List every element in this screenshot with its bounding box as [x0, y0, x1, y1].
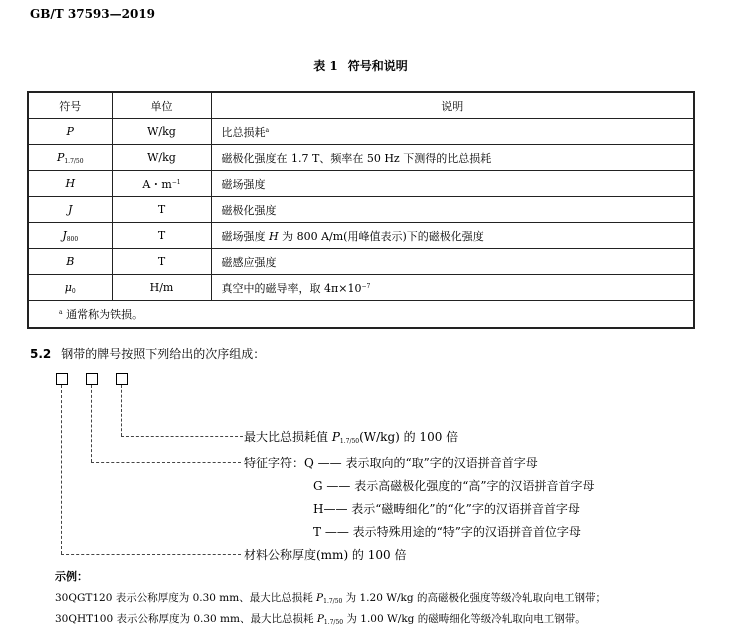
description-cell — [211, 249, 694, 275]
symbol-table — [27, 91, 695, 329]
unit-text: W/kg — [147, 125, 176, 138]
description-symbol: H — [269, 229, 279, 243]
symbol-cell — [28, 249, 112, 275]
diagram-line-char-h: H—— 表示“磁畴细化”的“化”字的汉语拼音首字母 — [313, 502, 580, 516]
unit-cell — [112, 275, 211, 301]
col-header-unit: 单位 — [112, 92, 211, 119]
section-heading — [30, 345, 265, 362]
table-row — [28, 275, 694, 301]
footnote-text: 通常称为铁损。 — [66, 308, 144, 321]
code-box-characteristic — [86, 373, 98, 385]
table-title — [0, 57, 731, 74]
diagram-line-loss-symbol: P — [331, 430, 340, 444]
example-1 — [55, 590, 606, 605]
description-cell — [211, 119, 694, 145]
code-box-thickness — [56, 373, 68, 385]
example-2 — [55, 611, 586, 626]
symbol-cell — [28, 223, 112, 249]
diagram-line-loss-text: 最大比总损耗值 — [244, 430, 332, 444]
symbol-cell — [28, 197, 112, 223]
description-text: 比总损耗 — [221, 125, 266, 139]
diagram-line-loss-suffix: (W/kg) 的 100 倍 — [359, 430, 459, 444]
example-1-suffix: 为 1.20 W/kg 的高磁极化强度等级冷轧取向电工钢带； — [342, 592, 606, 604]
example-1-subscript: 1.7/50 — [323, 598, 343, 605]
symbol-text: μ — [64, 280, 72, 294]
description-text: 真空中的磁导率，取 4π×10 — [221, 281, 362, 295]
symbol-text: P — [66, 124, 74, 138]
connector-loss-horizontal — [121, 436, 243, 437]
example-1-text: 30QGT120 表示公称厚度为 0.30 mm、最大比总损耗 — [55, 592, 317, 604]
unit-cell — [112, 197, 211, 223]
standard-number: GB/T 37593—2019 — [30, 7, 156, 21]
diagram-line-thickness: 材料公称厚度(mm) 的 100 倍 — [244, 548, 407, 562]
symbol-subscript: 1.7/50 — [64, 157, 84, 165]
diagram-line-char-q: 特征字符：Q —— 表示取向的“取”字的汉语拼音首字母 — [244, 456, 538, 470]
symbol-subscript: 0 — [71, 287, 76, 295]
description-text: 磁感应强度 — [221, 255, 277, 269]
connector-char-vertical — [91, 385, 92, 462]
diagram-line-char-g: G —— 表示高磁极化强度的“高”字的汉语拼音首字母 — [313, 479, 595, 493]
table-footnote-row — [28, 301, 694, 329]
symbol-cell — [28, 119, 112, 145]
footnote-mark: a — [59, 309, 63, 316]
unit-cell — [112, 223, 211, 249]
table-caption: 符号和说明 — [347, 59, 408, 73]
unit-cell — [112, 145, 211, 171]
description-superscript: a — [265, 126, 270, 134]
diagram-line-char-t: T —— 表示特殊用途的“特”字的汉语拼音首位字母 — [313, 525, 581, 539]
table-header-row — [28, 92, 694, 119]
unit-cell — [112, 171, 211, 197]
description-cell — [211, 145, 694, 171]
symbol-text: B — [66, 254, 75, 268]
description-suffix: 为 800 A/m(用峰值表示)下的磁极化强度 — [278, 229, 484, 243]
connector-char-horizontal — [91, 462, 241, 463]
col-header-symbol: 符号 — [28, 92, 112, 119]
unit-text: T — [157, 203, 166, 216]
description-cell — [211, 171, 694, 197]
example-2-subscript: 1.7/50 — [323, 619, 344, 626]
unit-text: T — [157, 255, 166, 268]
unit-cell — [112, 119, 211, 145]
table-row — [28, 119, 694, 145]
table-row — [28, 223, 694, 249]
connector-thickness-horizontal — [61, 554, 241, 555]
description-cell — [211, 197, 694, 223]
section-number: 5.2 — [30, 347, 52, 361]
table-body — [28, 119, 694, 301]
table-row — [28, 249, 694, 275]
example-2-suffix: 为 1.00 W/kg 的磁畴细化等级冷轧取向电工钢带。 — [343, 613, 586, 625]
unit-superscript: −1 — [171, 178, 181, 186]
table-row — [28, 145, 694, 171]
diagram-line-loss-subscript: 1.7/50 — [339, 438, 360, 445]
unit-cell — [112, 249, 211, 275]
example-1-symbol: P — [316, 592, 324, 604]
description-text: 磁极化强度 — [221, 203, 277, 217]
table-footnote — [28, 301, 694, 329]
description-cell — [211, 275, 694, 301]
table-row — [28, 171, 694, 197]
unit-text: A・m — [142, 177, 172, 191]
symbol-cell — [28, 275, 112, 301]
unit-text: H/m — [149, 281, 174, 294]
diagram-line-loss — [244, 428, 458, 445]
example-title: 示例： — [55, 570, 88, 583]
col-header-description: 说明 — [211, 92, 694, 119]
symbol-text: J — [68, 202, 73, 216]
connector-loss-vertical — [121, 385, 122, 436]
symbol-text: J — [62, 228, 67, 242]
connector-thickness-vertical — [61, 385, 62, 554]
unit-text: T — [157, 229, 166, 242]
table-number: 表 1 — [313, 59, 338, 73]
example-2-text: 30QHT100 表示公称厚度为 0.30 mm、最大比总损耗 — [55, 613, 317, 625]
table-row — [28, 197, 694, 223]
example-2-symbol: P — [316, 613, 324, 625]
description-cell — [211, 223, 694, 249]
description-text: 磁场强度 — [221, 177, 266, 191]
description-text: 磁场强度 — [221, 229, 269, 243]
code-box-loss — [116, 373, 128, 385]
symbol-text: H — [65, 176, 76, 190]
symbol-text: P — [56, 150, 65, 164]
symbol-cell — [28, 145, 112, 171]
description-text: 磁极化强度在 1.7 T、频率在 50 Hz 下测得的比总损耗 — [221, 151, 492, 165]
symbol-cell — [28, 171, 112, 197]
description-superscript: −7 — [361, 282, 371, 290]
section-text: 钢带的牌号按照下列给出的次序组成： — [61, 347, 266, 361]
symbol-subscript: 800 — [66, 235, 79, 243]
unit-text: W/kg — [147, 151, 176, 164]
